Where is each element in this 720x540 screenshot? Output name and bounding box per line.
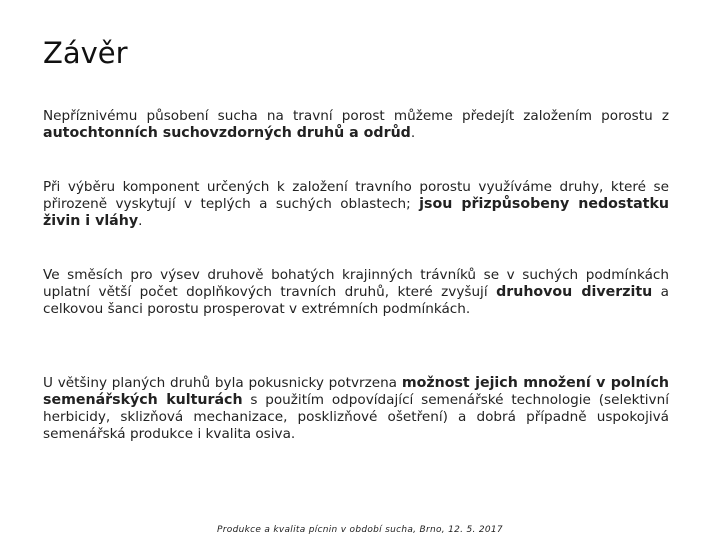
- paragraph-3-emphasis: druhovou diverzitu: [496, 284, 653, 300]
- paragraph-2-end: .: [138, 213, 143, 229]
- paragraph-4: [43, 375, 669, 443]
- paragraph-1-emphasis: autochtonních suchovzdorných druhů a odrůd: [43, 125, 411, 141]
- paragraph-1-end: .: [410, 125, 416, 141]
- paragraph-1: [43, 108, 669, 142]
- paragraph-3-text: Ve směsích pro výsev druhově bohatých krajinných trávníků se v suchých podmínkách uplatní větší počet doplňkových travních druhů, které zvyšují: [43, 267, 669, 300]
- paragraph-1-text: Nepříznivému působení sucha na travní porost můžeme předejít založením porostu z: [43, 108, 669, 124]
- paragraph-2: [43, 179, 669, 230]
- paragraph-4-end: s použitím odpovídající semenářské technologie (selektivní herbicidy, sklizňová mechanizace, posklizňové ošetření) a dobrá případně uspokojivá semenářská produkce i kvalita osiva.: [43, 392, 669, 442]
- paragraph-2-text: Při výběru komponent určených k založení travního porostu využíváme druhy, které se přirozeně vyskytují v teplých a suchých oblastech;: [43, 179, 669, 212]
- paragraph-4-emphasis: možnost jejich množení v polních semenářských kulturách: [43, 375, 669, 408]
- paragraph-4-text: U většiny planých druhů byla pokusnicky potvrzena: [43, 375, 402, 391]
- slide-footer: Produkce a kvalita pícnin v období sucha, Brno, 12. 5. 2017: [217, 525, 503, 535]
- slide-title: Závěr: [43, 36, 128, 70]
- paragraph-3: [43, 267, 669, 318]
- paragraph-3-end: a celkovou šanci porostu prosperovat v extrémních podmínkách.: [43, 284, 669, 317]
- paragraph-2-emphasis: jsou přizpůsobeny nedostatku živin i vláhy: [43, 196, 669, 229]
